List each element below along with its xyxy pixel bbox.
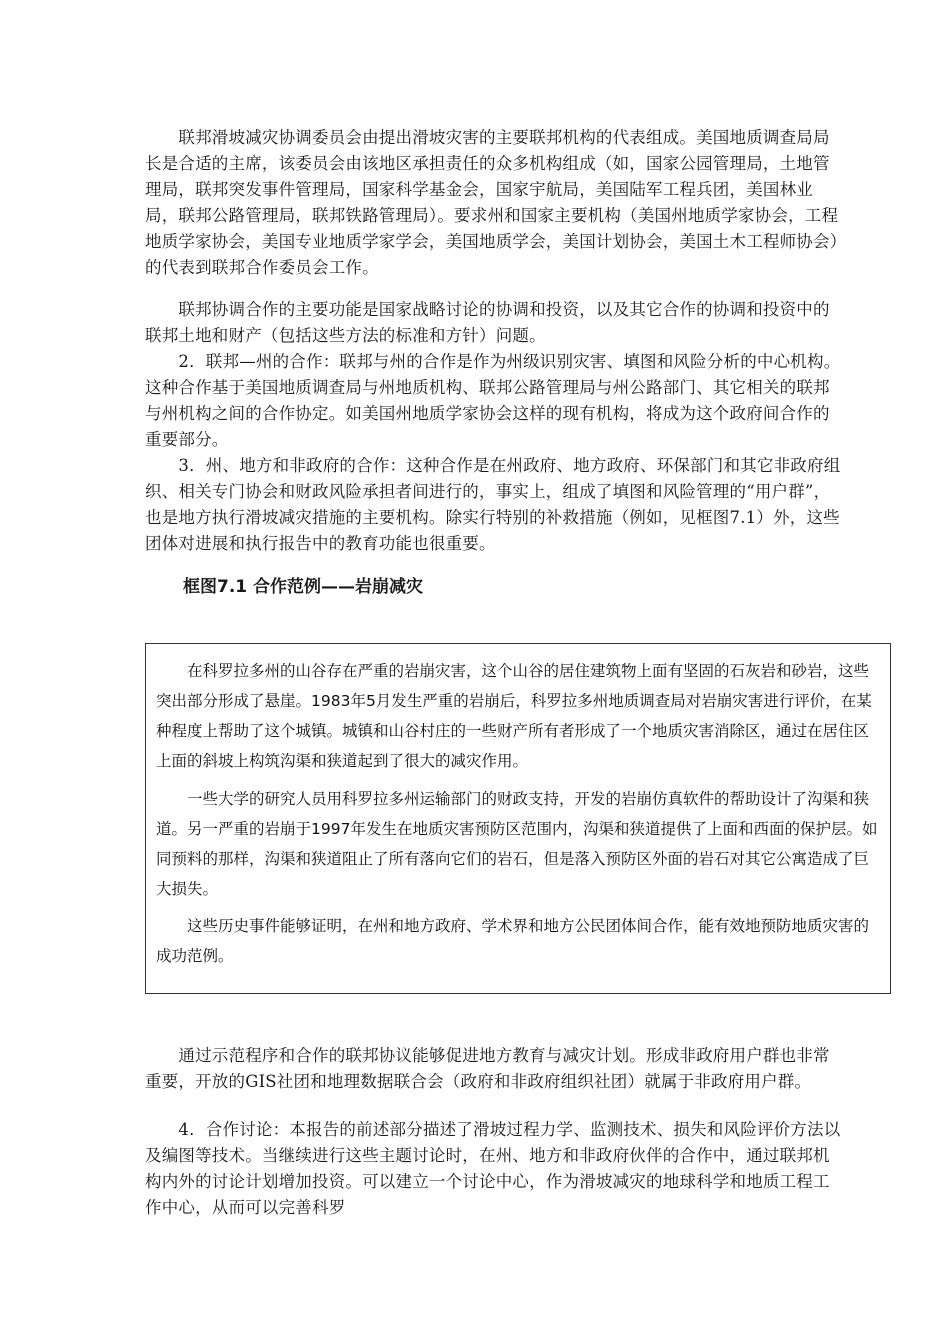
- box-paragraph-conclusion: 这些历史事件能够证明，在州和地方政府、学术界和地方公民团体间合作，能有效地预防地质灾害的成功范例。: [156, 917, 870, 965]
- paragraph-demonstration-programs: 通过示范程序和合作的联邦协议能够促进地方教育与减灾计划。形成非政府用户群也非常重要，开放的GIS社团和地理数据联合会（政府和非政府组织社团）就属于非政府用户群。: [145, 1046, 830, 1091]
- paragraph-federal-coordination: 联邦协调合作的主要功能是国家战略讨论的协调和投资，以及其它合作的协调和投资中的联邦土地和财产（包括这些方法的标准和方针）问题。: [145, 300, 830, 345]
- box-heading: 框图7.1 合作范例——岩崩减灾: [183, 577, 424, 597]
- box-paragraph-rockfall-hazard: 在科罗拉多州的山谷存在严重的岩崩灾害，这个山谷的居住建筑物上面有坚固的石灰岩和砂岩，这些突出部分形成了悬崖。1983年5月发生严重的岩崩后，科罗拉多州地质调查局对岩崩灾害进行评价，在某种程度上帮助了这个城镇。城镇和山谷村庄的一些财产所有者形成了一个地质灾害消除区，通过在居住区上面的斜坡上构筑沟渠和狭道起到了很大的减灾作用。: [156, 662, 872, 770]
- paragraph-coordination-committee: 联邦滑坡减灾协调委员会由提出滑坡灾害的主要联邦机构的代表组成。美国地质调查局局长是合适的主席，该委员会由该地区承担责任的众多机构组成（如，国家公园管理局，土地管理局，联邦突发事件管理局，国家科学基金会，国家宇航局，美国陆军工程兵团，美国林业局，联邦公路管理局，联邦铁路管理局）。要求州和国家主要机构（美国州地质学家协会，工程地质学家协会，美国专业地质学家学会，美国地质学会，美国计划协会，美国土木工程师协会）的代表到联邦合作委员会工作。: [145, 128, 839, 277]
- box-paragraph-research-simulation: 一些大学的研究人员用科罗拉多州运输部门的财政支持，开发的岩崩仿真软件的帮助设计了沟渠和狭道。另一严重的岩崩于1997年发生在地质灾害预防区范围内，沟渠和狭道提供了上面和西面的保护层。如同预料的那样，沟渠和狭道阻止了所有落向它们的岩石，但是落入预防区外面的岩石对其它公寓造成了巨大损失。: [156, 790, 878, 898]
- paragraph-cooperative-research: 4．合作讨论：本报告的前述部分描述了滑坡过程力学、监测技术、损失和风险评价方法以及编图等技术。当继续进行这些主题讨论时，在州、地方和非政府伙伴的合作中，通过联邦机构内外的讨论计划增加投资。可以建立一个讨论中心，作为滑坡减灾的地球科学和地质工程工作中心，从而可以完善科罗: [145, 1120, 841, 1217]
- paragraph-state-local-cooperation: 3．州、地方和非政府的合作：这种合作是在州政府、地方政府、环保部门和其它非政府组织、相关专门协会和财政风险承担者间进行的，事实上，组成了填图和风险管理的“用户群”，也是地方执行滑坡减灾措施的主要机构。除实行特别的补救措施（例如，见框图7.1）外，这些团体对进展和执行报告中的教育功能也很重要。: [145, 456, 841, 553]
- paragraph-federal-state-cooperation: 2．联邦—州的合作：联邦与州的合作是作为州级识别灾害、填图和风险分析的中心机构。这种合作基于美国地质调查局与州地质机构、联邦公路管理局与州公路部门、其它相关的联邦与州机构之间的合作协定。如美国州地质学家协会这样的现有机构，将成为这个政府间合作的重要部分。: [145, 352, 841, 449]
